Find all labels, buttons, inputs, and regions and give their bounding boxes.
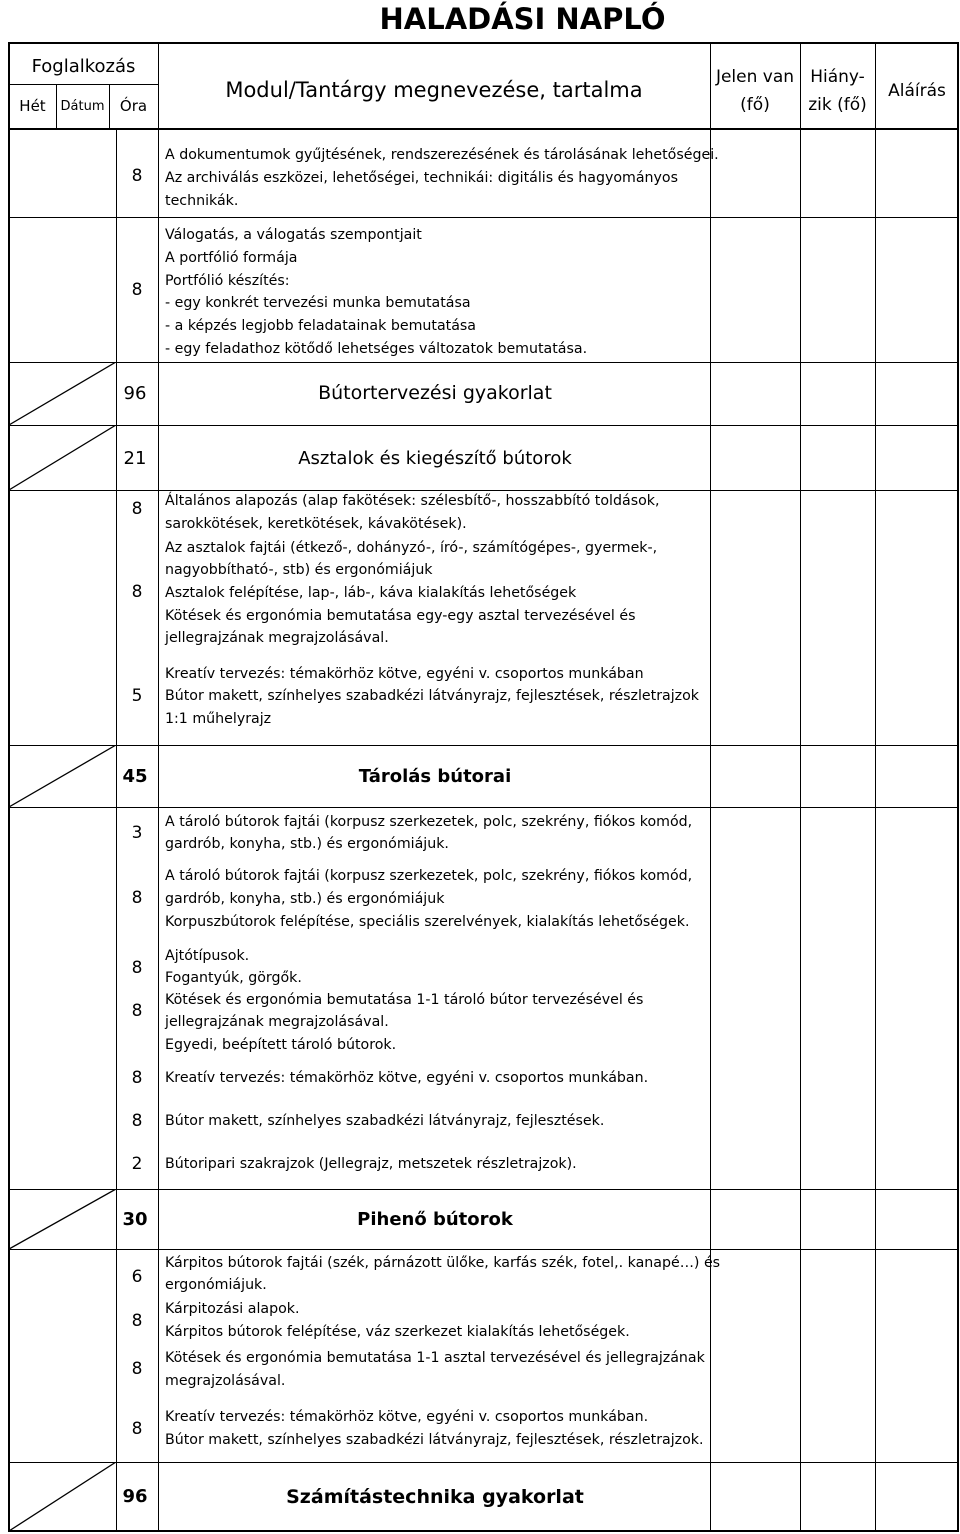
content-line: Kreatív tervezés: témakörhöz kötve, egyéni v. csoportos munkában.: [165, 1409, 649, 1425]
content-line: 1:1 műhelyrajz: [165, 711, 272, 727]
content-line: ergonómiájuk.: [165, 1277, 267, 1293]
content-line: jellegrajzának megrajzolásával.: [165, 1014, 389, 1030]
header-modul: Modul/Tantárgy megnevezése, tartalma: [225, 78, 643, 102]
content-line: Válogatás, a válogatás szempontjait: [165, 227, 422, 243]
section-title: Bútortervezési gyakorlat: [318, 382, 552, 404]
content-line: Bútoripari szakrajzok (Jellegrajz, metszetek részletrajzok).: [165, 1156, 577, 1172]
content-line: Bútor makett, színhelyes szabadkézi látványrajz, fejlesztések, részletrajzok.: [165, 1432, 704, 1448]
content-line: Fogantyúk, görgők.: [165, 970, 302, 986]
content-line: gardrób, konyha, stb.) és ergonómiájuk.: [165, 836, 449, 852]
header-alairas: Aláírás: [888, 81, 946, 101]
content-line: A dokumentumok gyűjtésének, rendszerezésének és tárolásának lehetőségei.: [165, 147, 719, 163]
col-line-modul: [158, 42, 159, 1532]
row-separator: [9, 1189, 959, 1190]
journal-table: [8, 42, 959, 1532]
content-line: technikák.: [165, 193, 239, 209]
content-line: - egy konkrét tervezési munka bemutatása: [165, 295, 471, 311]
hours-cell: 8: [131, 1311, 143, 1331]
row-separator: [9, 1462, 959, 1463]
content-line: A portfólió formája: [165, 250, 298, 266]
content-line: A tároló bútorok fajtái (korpusz szerkezetek, polc, szekrény, fiókos komód,: [165, 814, 693, 830]
hours-cell: 8: [131, 1419, 143, 1439]
col-line-hiany: [800, 42, 801, 1532]
header-ora: Óra: [119, 97, 148, 115]
content-line: Az archiválás eszközei, lehetőségei, technikái: digitális és hagyományos: [165, 170, 679, 186]
content-line: megrajzolásával.: [165, 1373, 286, 1389]
content-line: Korpuszbútorok felépítése, speciális szerelvények, kialakítás lehetőségek.: [165, 914, 690, 930]
hours-cell: 8: [131, 1068, 143, 1088]
content-line: Kreatív tervezés: témakörhöz kötve, egyéni v. csoportos munkában.: [165, 1070, 649, 1086]
section-title: Számítástechnika gyakorlat: [286, 1486, 584, 1508]
row-separator: [9, 1249, 959, 1250]
content-line: Kreatív tervezés: témakörhöz kötve, egyéni v. csoportos munkában: [165, 666, 644, 682]
hours-cell: 8: [131, 1359, 143, 1379]
content-line: Ajtótípusok.: [165, 948, 250, 964]
hours-cell: 8: [131, 582, 143, 602]
content-line: Bútor makett, színhelyes szabadkézi látványrajz, fejlesztések.: [165, 1113, 605, 1129]
hours-cell: 8: [131, 1001, 143, 1021]
page-title: HALADÁSI NAPLÓ: [379, 2, 666, 36]
header-jelen-2: (fő): [740, 95, 770, 115]
header-hiany-2: zik (fő): [808, 95, 867, 115]
content-line: gardrób, konyha, stb.) és ergonómiájuk: [165, 891, 445, 907]
section-title: Pihenő bútorok: [357, 1209, 513, 1230]
row-separator: [9, 425, 959, 426]
hours-cell: 5: [131, 686, 143, 706]
section-hours: 96: [122, 1486, 148, 1507]
hours-cell: 6: [131, 1267, 143, 1287]
header-datum: Dátum: [60, 99, 105, 114]
row-separator: [9, 217, 959, 218]
hours-cell: 3: [131, 823, 143, 843]
content-line: Egyedi, beépített tároló bútorok.: [165, 1037, 397, 1053]
section-hours: 45: [122, 766, 148, 787]
header-het: Hét: [19, 97, 46, 115]
content-line: jellegrajzának megrajzolásával.: [165, 630, 389, 646]
row-separator: [9, 745, 959, 746]
content-line: nagyobbítható-, stb) és ergonómiájuk: [165, 562, 433, 578]
header-jelen-1: Jelen van: [715, 67, 795, 87]
content-line: - egy feladathoz kötődő lehetséges változatok bemutatása.: [165, 341, 588, 357]
content-line: Az asztalok fajtái (étkező-, dohányzó-, író-, számítógépes-, gyermek-,: [165, 540, 658, 556]
content-line: Kárpitos bútorok fajtái (szék, párnázott ülőke, karfás szék, fotel,. kanapé…) és: [165, 1255, 721, 1271]
row-separator: [9, 362, 959, 363]
hours-cell: 2: [131, 1154, 143, 1174]
section-hours: 96: [123, 383, 147, 404]
content-line: A tároló bútorok fajtái (korpusz szerkezetek, polc, szekrény, fiókos komód,: [165, 868, 693, 884]
header-hiany-1: Hiány-: [810, 67, 865, 87]
header-foglalkozas: Foglalkozás: [31, 56, 136, 77]
hours-cell: 8: [131, 958, 143, 978]
content-line: Kötések és ergonómia bemutatása 1-1 tároló bútor tervezésével és: [165, 992, 644, 1008]
row-separator: [9, 807, 959, 808]
content-line: Bútor makett, színhelyes szabadkézi látványrajz, fejlesztések, részletrajzok: [165, 688, 700, 704]
hours-cell: 8: [131, 1111, 143, 1131]
hours-cell: 8: [131, 888, 143, 908]
hours-cell: 8: [131, 166, 143, 186]
content-line: Portfólió készítés:: [165, 273, 290, 289]
content-line: Kárpitozási alapok.: [165, 1301, 300, 1317]
content-line: Kötések és ergonómia bemutatása egy-egy asztal tervezésével és: [165, 608, 636, 624]
content-line: Asztalok felépítése, lap-, láb-, káva kialakítás lehetőségek: [165, 585, 577, 601]
hours-cell: 8: [131, 280, 143, 300]
section-title: Tárolás bútorai: [358, 766, 512, 787]
hours-cell: 8: [131, 499, 143, 519]
section-hours: 21: [123, 448, 147, 469]
col-line-alairas: [875, 42, 876, 1532]
content-line: sarokkötések, keretkötések, kávakötések).: [165, 516, 467, 532]
content-line: Általános alapozás (alap fakötések: szélesbítő-, hosszabbító toldások,: [165, 493, 660, 509]
header-bottom-line: [9, 128, 959, 130]
section-title: Asztalok és kiegészítő bútorok: [298, 448, 572, 469]
section-hours: 30: [122, 1209, 148, 1230]
col-line-jelen: [710, 42, 711, 1532]
header-divider: [9, 84, 158, 85]
content-line: - a képzés legjobb feladatainak bemutatása: [165, 318, 476, 334]
content-line: Kárpitos bútorok felépítése, váz szerkezet kialakítás lehetőségek.: [165, 1324, 630, 1340]
content-line: Kötések és ergonómia bemutatása 1-1 asztal tervezésével és jellegrajzának: [165, 1350, 705, 1366]
